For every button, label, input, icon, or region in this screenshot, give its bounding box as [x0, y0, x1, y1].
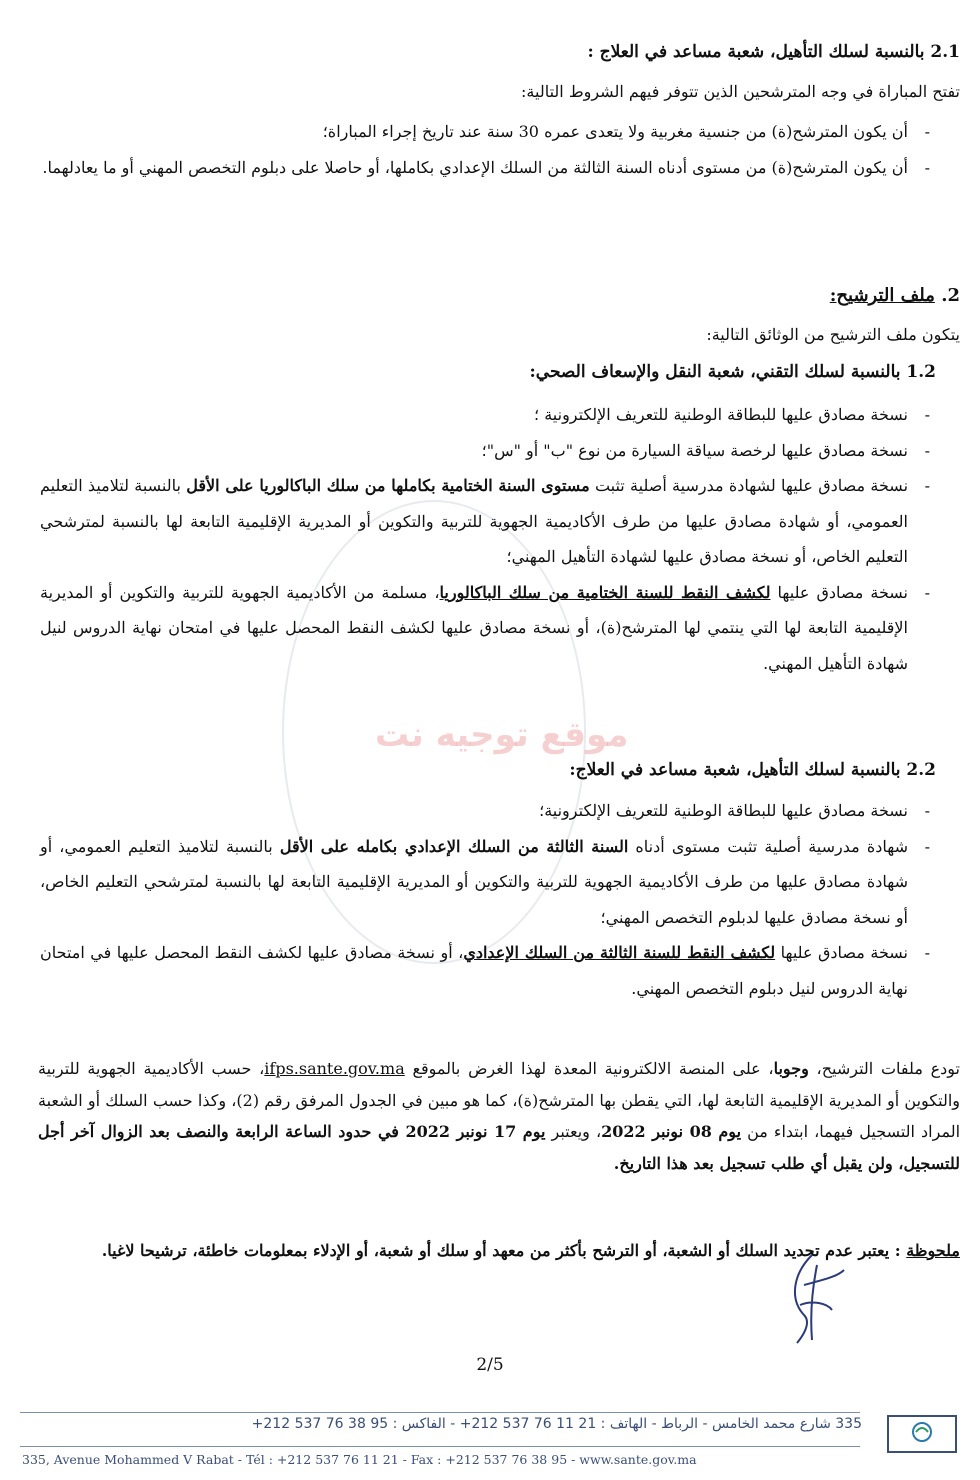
text-run-bold-underlined: لكشف النقط للسنة الثالثة من السلك الإعدادي — [463, 943, 776, 962]
text-run-bold: يوم 17 نونبر 2022 في حدود الساعة الرابعة والنصف بعد الزوال آخر أجل للتسجيل، ولن يقبل أي طلب تسجيل بعد هذا التاريخ. — [38, 1122, 960, 1173]
text-run: نسخة مصادق عليها لشهادة مدرسية أصلية تثبت — [589, 476, 909, 495]
page-number: 2/5 — [476, 1355, 504, 1375]
text-run: ، حسب الأكاديمية الجهوية للتربية والتكوين أو المديرية الإقليمية التابعة لها، التي يقطن بها المترشح(ة)، كما هو مبين في الجدول المرفق رقم (2)، وكذا حسب السلك أو الشعبة المراد التسجيل فيهما، ابتداء من — [38, 1059, 961, 1141]
section-2-heading — [40, 285, 960, 306]
text-run: ، على المنصة الالكترونية المعدة لهذا الغرض بالموقع — [404, 1059, 774, 1078]
text-run: شهادة مدرسية أصلية تثبت مستوى أدناه — [628, 836, 909, 856]
text-run: ، أو نسخة مصادق عليها لكشف النقط المحصل عليها في امتحان نهاية الدروس لنيل دبلوم التخصص المهني. — [40, 943, 908, 998]
section-1-2-title: 1.2 بالنسبة لسلك التقني، شعبة النقل والإسعاف الصحي: — [529, 362, 936, 382]
footer-divider — [20, 1446, 860, 1447]
section-2-1-intro: تفتح المباراة في وجه المترشحين الذين تتوفر فيهم الشروط التالية: — [521, 82, 960, 101]
list-item: - أن يكون المترشح(ة) من جنسية مغربية ولا يتعدى عمره 30 سنة عند تاريخ إجراء المباراة؛ — [40, 114, 960, 150]
platform-link[interactable]: ifps.sante.gov.ma — [264, 1059, 405, 1078]
section-1-2-list — [40, 397, 960, 681]
text-run: نسخة مصادق عليها — [770, 582, 909, 602]
text-run: ، مسلمة من الأكاديمية الجهوية للتربية والتكوين أو المديرية الإقليمية التابعة لها التي ينتمي لها المترشح(ة)، أو نسخة مصادق عليها لكشف النقط المحصل عليها في امتحان نهاية الدروس لنيل شهادة التأهيل المهني. — [40, 582, 908, 673]
footer-arabic: 335 شارع محمد الخامس - الرباط - الهاتف : 21 11 76 537 212+ - الفاكس : 95 38 76 537 212+ — [251, 1416, 862, 1432]
section-2-1-list — [40, 114, 960, 185]
section-2-1-title: 2.1 بالنسبة لسلك التأهيل، شعبة مساعد في العلاج : — [587, 42, 960, 62]
list-item: - نسخة مصادق عليها للبطاقة الوطنية للتعريف الإلكترونية؛ — [40, 793, 960, 829]
list-item — [40, 468, 960, 575]
list-item: - نسخة مصادق عليها للبطاقة الوطنية للتعريف الإلكترونية ؛ — [40, 397, 960, 433]
text-run-bold: السنة الثالثة من السلك الإعدادي بكامله على الأقل — [279, 836, 629, 856]
text-run: بالنسبة لتلاميذ التعليم العمومي، أو شهادة مصادق عليها من طرف الأكاديمية الجهوية للتربية والتكوين أو المديرية الإقليمية التابعة لها بالنسبة لمترشحي التعليم الخاص، أو نسخة مصادق عليها لشهادة التأهيل المهني؛ — [40, 476, 908, 566]
list-item: - نسخة مصادق عليها لرخصة سياقة السيارة من نوع "ب" أو "س"؛ — [40, 433, 960, 469]
ministry-logo — [886, 1410, 958, 1454]
text-run-bold-underlined: لكشف النقط للسنة الختامية من سلك الباكالوريا — [439, 582, 771, 602]
list-item — [40, 829, 960, 936]
text-run: تودع ملفات الترشيح، — [808, 1059, 961, 1078]
text-run-bold: يوم 08 نونبر 2022 — [601, 1122, 742, 1141]
text-run: ، ويعتبر — [545, 1122, 602, 1141]
list-item — [40, 935, 960, 1006]
section-2-2-title: 2.2 بالنسبة لسلك التأهيل، شعبة مساعد في العلاج: — [569, 760, 936, 780]
note-label: ملحوظة — [906, 1241, 960, 1260]
section-2-2-list — [40, 793, 960, 1006]
list-item: - أن يكون المترشح(ة) من مستوى أدناه السنة الثالثة من السلك الإعدادي بكاملها، أو حاصلا على دبلوم التخصص المهني أو ما يعادلهما. — [40, 150, 960, 186]
footer-french: 335, Avenue Mohammed V Rabat - Tél : +212 537 76 11 21 - Fax : +212 537 76 38 95 - www.sante.gov.ma — [22, 1452, 697, 1467]
text-run-bold: وجوبا — [773, 1059, 809, 1078]
signature — [782, 1245, 852, 1345]
list-item — [40, 575, 960, 682]
footer-divider — [20, 1412, 860, 1413]
note-text: : يعتبر عدم تحديد السلك أو الشعبة، أو الترشح بأكثر من معهد أو سلك أو شعبة، أو الإدلاء بمعلومات خاطئة، ترشيحا لاغيا. — [101, 1241, 907, 1260]
section-2-number: 2. — [941, 285, 960, 306]
section-2-title: ملف الترشيح: — [829, 285, 935, 306]
watermark-text: موقع توجيه نت — [375, 715, 629, 755]
deposit-paragraph — [38, 1053, 960, 1179]
text-run-bold: مستوى السنة الختامية بكاملها من سلك الباكالوريا على الأقل — [186, 476, 590, 495]
text-run: بالنسبة لتلاميذ التعليم العمومي، أو شهادة مصادق عليها من طرف الأكاديمية الجهوية للتربية والتكوين أو المديرية الإقليمية التابعة لها بالنسبة لمترشحي التعليم الخاص، أو نسخة مصادق عليها لدبلوم التخصص المهني؛ — [40, 836, 908, 927]
section-2-intro: يتكون ملف الترشيح من الوثائق التالية: — [706, 325, 960, 344]
text-run: نسخة مصادق عليها — [775, 943, 909, 962]
